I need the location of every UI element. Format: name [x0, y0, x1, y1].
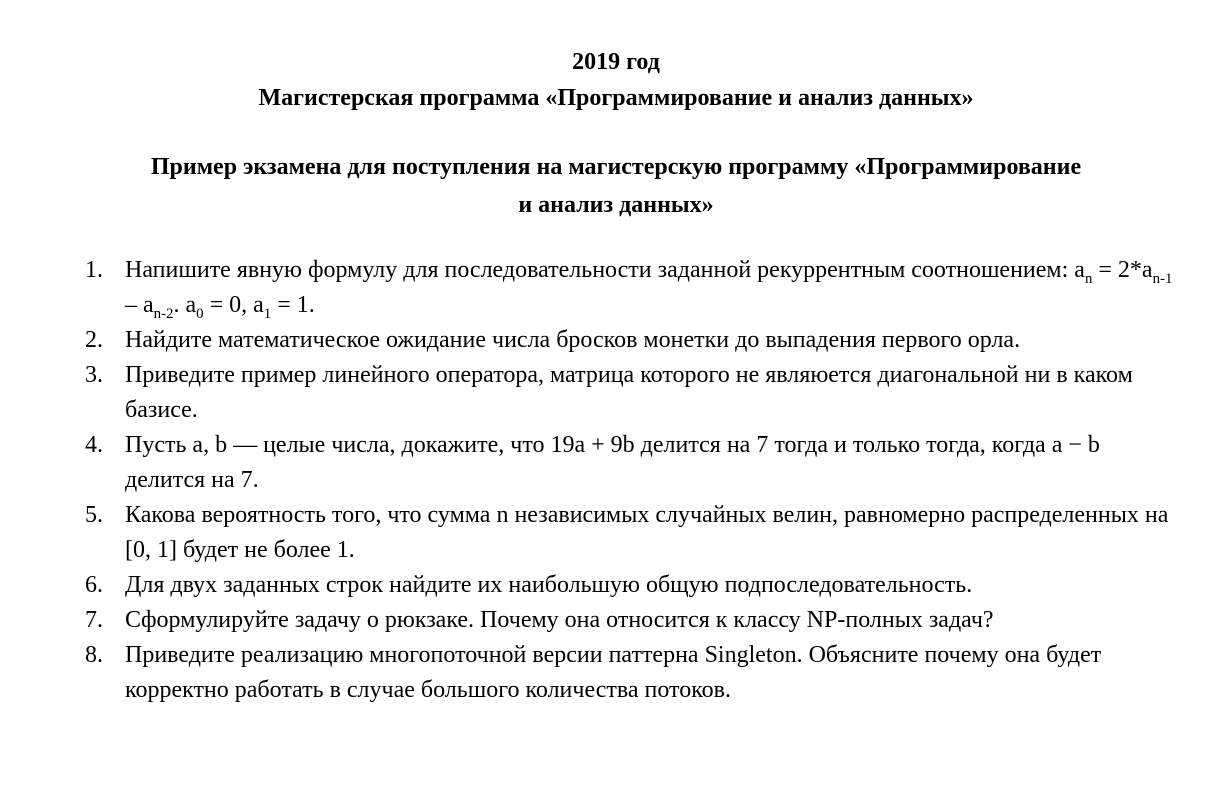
question-text: Пусть a, b — целые числа, докажите, что 19a + 9b делится на 7 тогда и только тогда, когда a − b делится на 7.	[125, 432, 1100, 493]
question-number: 5.	[85, 502, 103, 528]
question-text: Приведите пример линейного оператора, матрица которого не являюется диагональной ни в каком базисе.	[125, 362, 1133, 423]
question-text: Напишите явную формулу для последовательности заданной рекуррентным соотношением: $a_n = 2*a_{n-1} - a_{n-2}$. $a_0 = 0$, $a_1 = 1$.	[125, 257, 1173, 322]
question-item	[85, 568, 1232, 603]
question-item	[85, 358, 1232, 428]
question-number: 8.	[85, 642, 103, 668]
header-year-line: 2019 год	[572, 49, 660, 75]
question-text: Какова вероятность того, что сумма n независимых случайных велин, равномерно распределенных на [0, 1] будет не более 1.	[125, 502, 1169, 563]
question-item	[85, 323, 1232, 358]
question-item	[85, 428, 1232, 498]
question-item	[85, 253, 1232, 323]
question-list	[0, 253, 1232, 708]
question-text: Найдите математическое ожидание числа бросков монетки до выпадения первого орла.	[125, 327, 1021, 353]
document-header	[0, 0, 1232, 116]
question-number: 4.	[85, 432, 103, 458]
question-number: 6.	[85, 572, 103, 598]
question-item	[85, 498, 1232, 568]
question-number: 3.	[85, 362, 103, 388]
question-text: Для двух заданных строк найдите их наибольшую общую подпоследовательность.	[125, 572, 973, 598]
exam-title	[0, 148, 1232, 224]
question-text: Приведите реализацию многопоточной версии паттерна Singleton. Объясните почему она будет корректно работать в случае большого количества потоков.	[125, 642, 1102, 703]
question-number: 7.	[85, 607, 103, 633]
question-item	[85, 603, 1232, 638]
exam-title-line-2: и анализ данных»	[518, 192, 714, 218]
header-program-line: Магистерская программа «Программирование и анализ данных»	[258, 85, 974, 111]
question-item	[85, 638, 1232, 708]
question-number: 2.	[85, 327, 103, 353]
question-number: 1.	[85, 257, 103, 283]
question-text: Сформулируйте задачу о рюкзаке. Почему она относится к классу NP-полных задач?	[125, 607, 994, 633]
exam-title-line-1: Пример экзамена для поступления на магистерскую программу «Программирование	[150, 154, 1082, 180]
